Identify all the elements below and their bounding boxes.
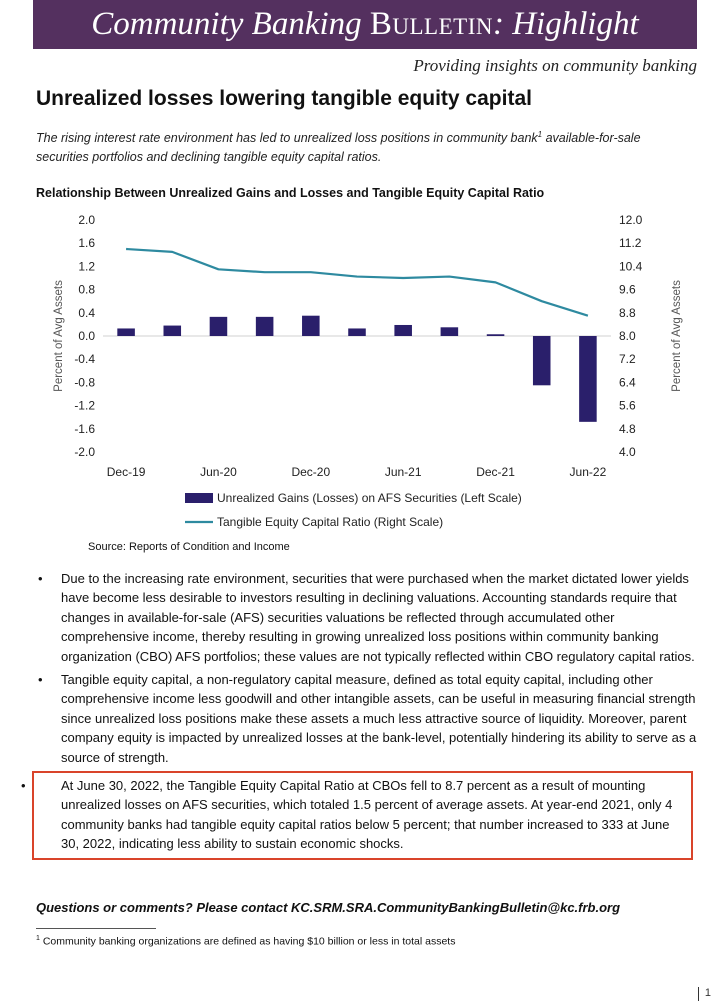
- x-tick-label: Dec-21: [476, 465, 515, 479]
- bar-Sep-21: [441, 327, 459, 336]
- left-tick-label: -2.0: [74, 445, 95, 459]
- bullet-dot: •: [38, 672, 43, 688]
- left-tick-label: 0.4: [78, 305, 95, 320]
- right-tick-label: 6.4: [619, 375, 636, 390]
- left-tick-label: -0.8: [74, 375, 95, 390]
- headline: Unrealized losses lowering tangible equity capital: [36, 87, 532, 110]
- left-tick-label: 1.2: [78, 259, 95, 274]
- x-tick-label: Jun-21: [384, 465, 422, 479]
- bar-Dec-19: [117, 328, 135, 336]
- bullet-dot: •: [21, 778, 26, 794]
- right-tick-label: 11.2: [619, 236, 642, 251]
- tagline: Providing insights on community banking: [413, 56, 697, 75]
- bullet-item-2: [36, 670, 698, 767]
- banner-title-part3: : Highlight: [492, 6, 639, 42]
- subhead-footnote-ref: 1: [537, 130, 543, 139]
- right-tick-label: 4.8: [619, 421, 636, 436]
- banner-title-part2: Bulletin: [369, 6, 493, 42]
- bullet-item-1: [36, 569, 698, 666]
- x-tick-label: Dec-20: [291, 465, 331, 479]
- x-tick-label: Dec-19: [106, 465, 146, 479]
- bar-Mar-21: [348, 328, 366, 336]
- footnote-text: Community banking organizations are defined as having $10 billion or less in total assets: [39, 935, 456, 948]
- left-tick-label: 0.8: [78, 282, 95, 297]
- left-tick-label: 0.0: [78, 329, 95, 343]
- left-tick-label: 1.6: [78, 236, 95, 251]
- bar-Dec-20: [302, 316, 320, 336]
- bullet-text-2: Tangible equity capital, a non-regulatory capital measure, defined as total equity capital, including other comprehensive income less goodwill and other intangible assets, can be useful in measuring financial strength since unrealized loss positions make these assets a much less attractive source of liquidity. Moreover, parent company equity is impacted by unrealized losses at the bank-level, potentially hindering its ability to serve as a source of strength.: [61, 672, 697, 765]
- chart-title: Relationship Between Unrealized Gains and Losses and Tangible Equity Capital Ratio: [36, 186, 545, 200]
- legend-line-label: Tangible Equity Capital Ratio (Right Scale): [217, 515, 444, 529]
- contact-line: Questions or comments? Please contact KC.SRM.SRA.CommunityBankingBulletin@kc.frb.org: [36, 900, 621, 915]
- bullet-text-1: Due to the increasing rate environment, securities that were purchased when the market dictated lower yields have become less desirable to investors resulting in declining valuations. Accounting standards require that changes in available-for-sale (AFS) securities valuations be reflected through accumulated other comprehensive income, thereby resulting in growing unrealized loss positions within community banking organization (CBO) AFS portfolios; these values are not typically reflected within CBO regulatory capital ratios.: [61, 571, 695, 664]
- bullet-text-3: At June 30, 2022, the Tangible Equity Capital Ratio at CBOs fell to 8.7 percent as a result of mounting unrealized losses on AFS securities, which totaled 1.5 percent of average assets. At year-end 2021, only 4 community banks had tangible equity capital ratios below 5 percent; that number increased to 333 at June 30, 2022, indicating less ability to sustain economic shocks.: [61, 778, 673, 852]
- chart-source: Source: Reports of Condition and Income: [88, 541, 290, 553]
- subhead-text-before: The rising interest rate environment has led to unrealized loss positions in community bank: [36, 131, 538, 146]
- bullet-dot: •: [38, 571, 43, 586]
- bar-Jun-21: [394, 325, 412, 336]
- page-number: 1: [698, 987, 711, 1001]
- x-tick-label: Jun-22: [569, 465, 607, 479]
- left-axis-title: Percent of Avg Assets: [53, 280, 65, 392]
- subhead-text-after: available-for-sale securities portfolios and declining tangible equity capital ratios.: [36, 131, 641, 165]
- bullet-item-3-highlighted: [21, 771, 693, 860]
- right-tick-label: 5.6: [619, 398, 636, 413]
- bullet-list: [21, 569, 698, 864]
- legend-bar-label: Unrealized Gains (Losses) on AFS Securities (Left Scale): [217, 491, 522, 505]
- left-tick-label: 2.0: [78, 213, 95, 227]
- left-tick-label: -1.6: [74, 421, 95, 436]
- bar-Mar-20: [163, 326, 181, 336]
- bar-Jun-20: [210, 317, 228, 336]
- bar-Mar-22: [533, 336, 551, 385]
- bar-Sep-20: [256, 317, 274, 336]
- right-tick-label: 9.6: [619, 282, 636, 297]
- right-tick-label: 8.0: [619, 329, 636, 343]
- footnote-marker: 1: [36, 935, 40, 942]
- right-tick-label: 7.2: [619, 352, 636, 367]
- left-tick-label: -1.2: [74, 398, 95, 413]
- bulletin-banner: [33, 0, 697, 49]
- footnote: [36, 935, 455, 948]
- bar-Dec-21: [487, 334, 505, 336]
- right-tick-label: 8.8: [619, 305, 636, 320]
- right-tick-label: 12.0: [619, 213, 643, 227]
- x-tick-label: Jun-20: [200, 465, 237, 479]
- right-tick-label: 10.4: [619, 259, 643, 274]
- banner-title-part1: Community Banking: [91, 6, 370, 42]
- subhead: [36, 125, 691, 167]
- right-tick-label: 4.0: [619, 445, 636, 459]
- tangible-equity-line: [126, 249, 588, 316]
- right-axis-title: Percent of Avg Assets: [671, 280, 683, 392]
- legend-bar-swatch: [185, 493, 213, 503]
- left-tick-label: -0.4: [74, 352, 95, 367]
- footnote-divider: [36, 928, 156, 929]
- chart: [0, 200, 727, 540]
- bar-Jun-22: [579, 336, 597, 422]
